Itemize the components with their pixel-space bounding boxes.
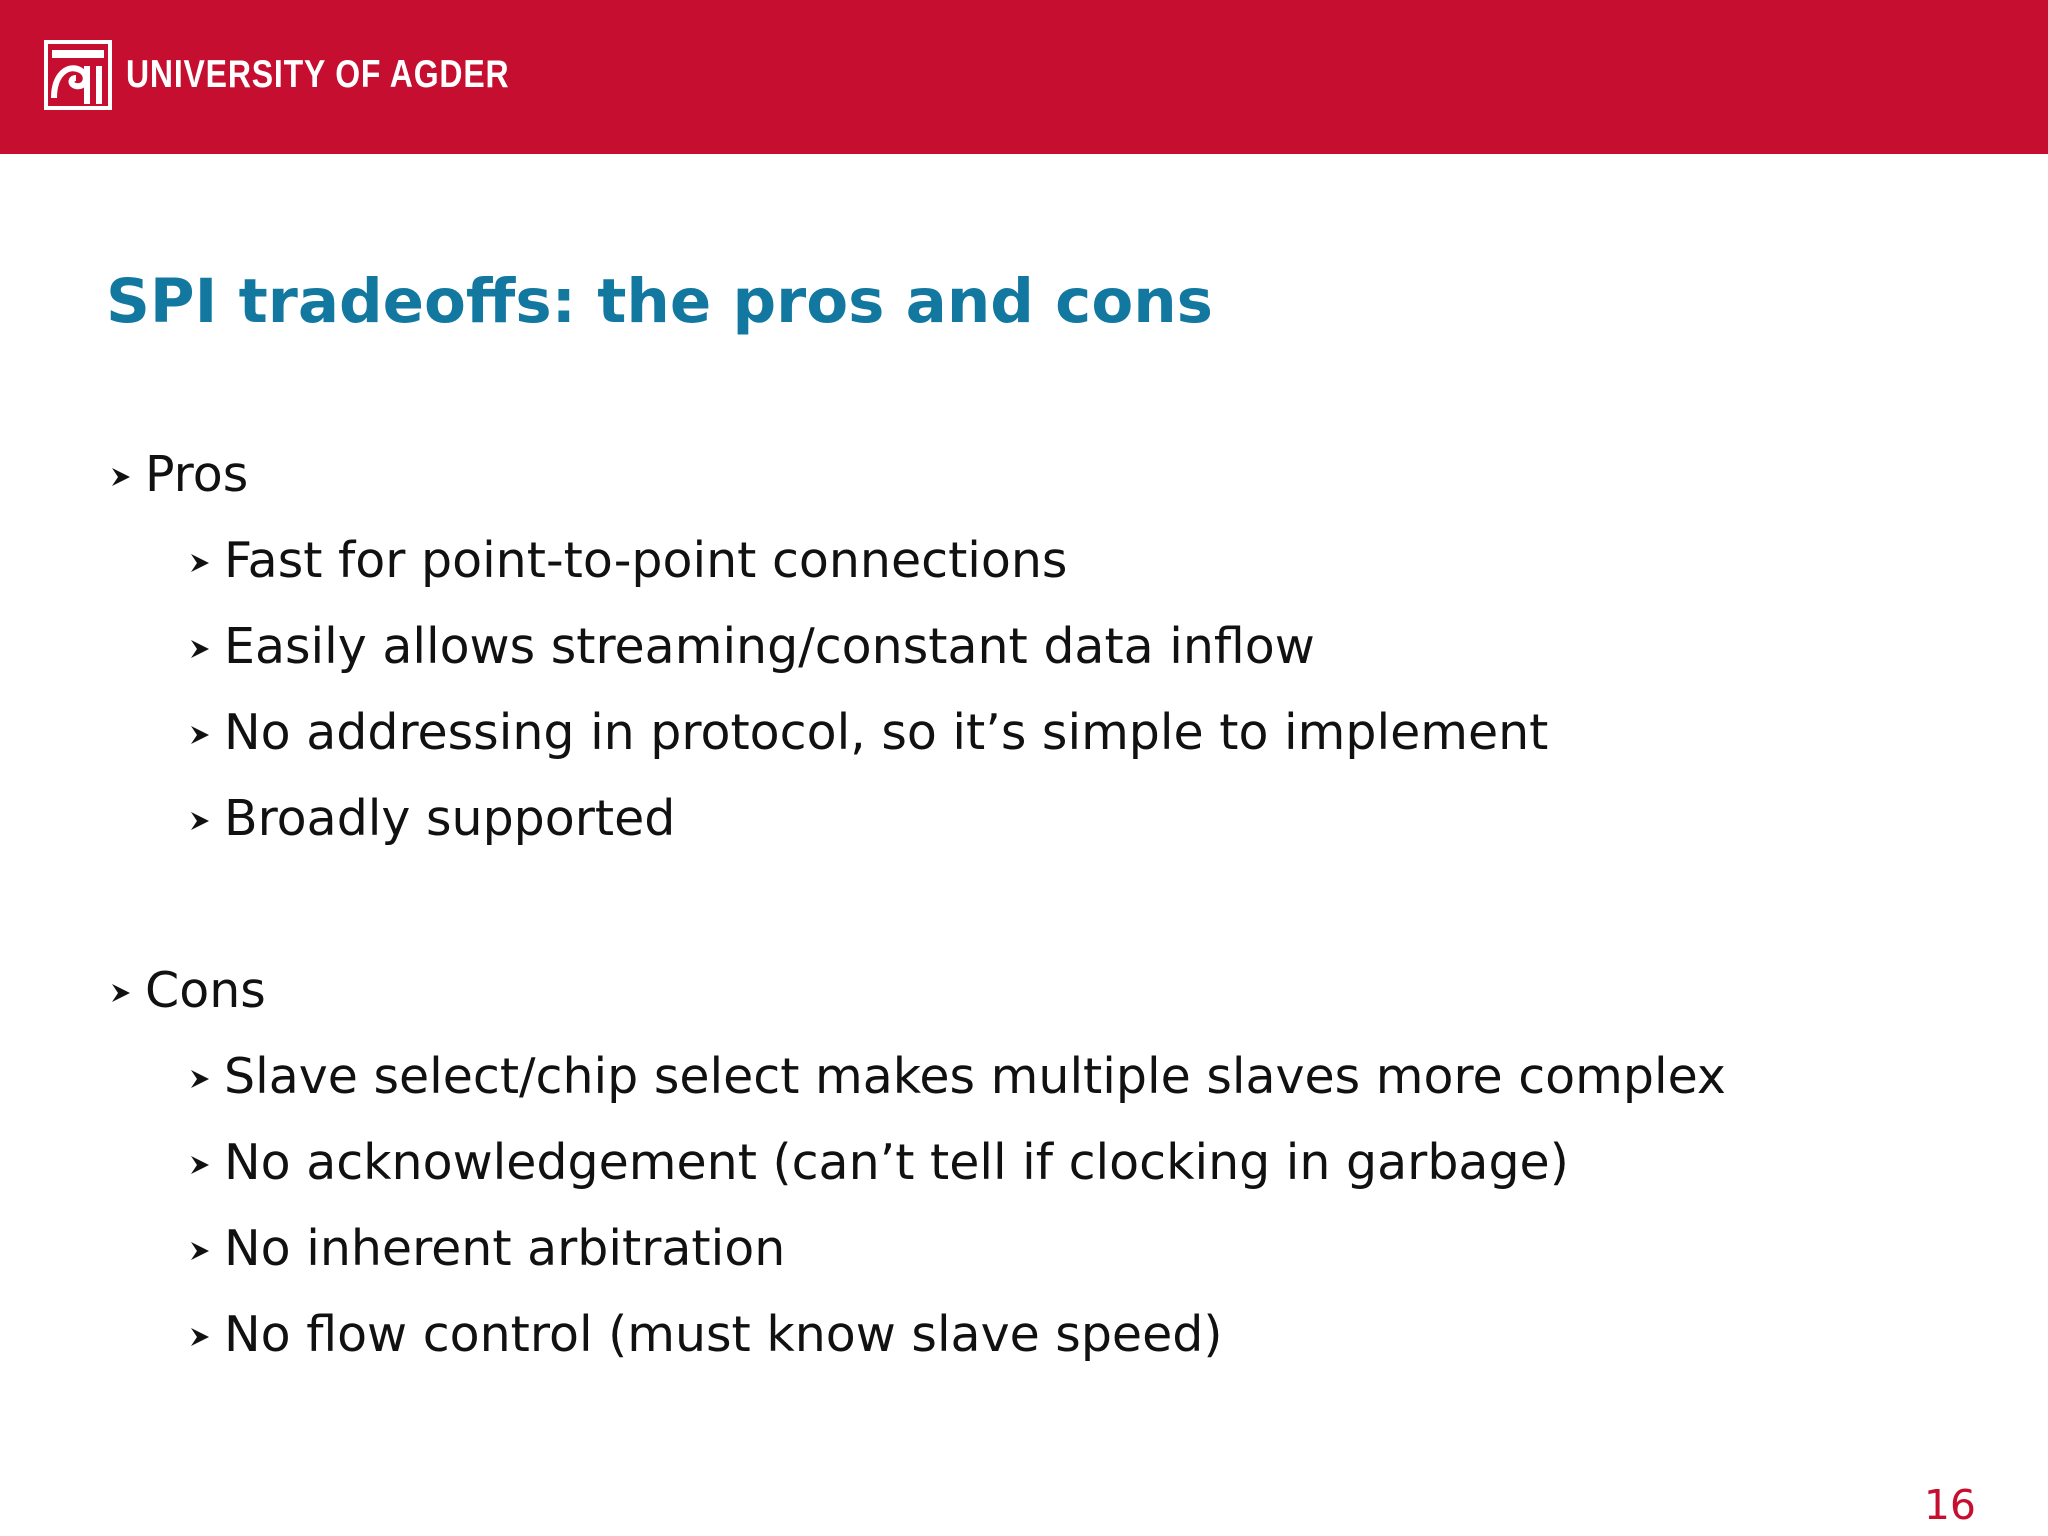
section-heading-cons: Cons (145, 962, 266, 1019)
arrow-bullet-icon (188, 723, 212, 747)
column-wave-logo-icon (44, 40, 112, 110)
list-item-text: Broadly supported (224, 790, 676, 847)
arrow-bullet-icon (188, 1067, 212, 1091)
list-item-text: Fast for point-to-point connections (224, 532, 1068, 589)
list-item-text: No flow control (must know slave speed) (224, 1306, 1223, 1363)
page-number: 16 (1923, 1481, 1976, 1529)
brand-name: UNIVERSITY OF AGDER (126, 53, 510, 96)
arrow-bullet-icon (109, 981, 133, 1005)
arrow-bullet-icon (188, 1153, 212, 1177)
list-item-text: Slave select/chip select makes multiple slaves more complex (224, 1048, 1726, 1105)
list-item-text: No inherent arbitration (224, 1220, 786, 1277)
list-item-text: No addressing in protocol, so it’s simple to implement (224, 704, 1549, 761)
list-item-text: No acknowledgement (can’t tell if clocking in garbage) (224, 1134, 1569, 1191)
arrow-bullet-icon (188, 637, 212, 661)
list-item-text: Easily allows streaming/constant data inflow (224, 618, 1315, 675)
slide-title: SPI tradeoffs: the pros and cons (106, 266, 1213, 337)
arrow-bullet-icon (188, 809, 212, 833)
arrow-bullet-icon (109, 465, 133, 489)
arrow-bullet-icon (188, 551, 212, 575)
section-heading-pros: Pros (145, 446, 249, 503)
header-bar (0, 0, 2048, 154)
arrow-bullet-icon (188, 1239, 212, 1263)
arrow-bullet-icon (188, 1325, 212, 1349)
